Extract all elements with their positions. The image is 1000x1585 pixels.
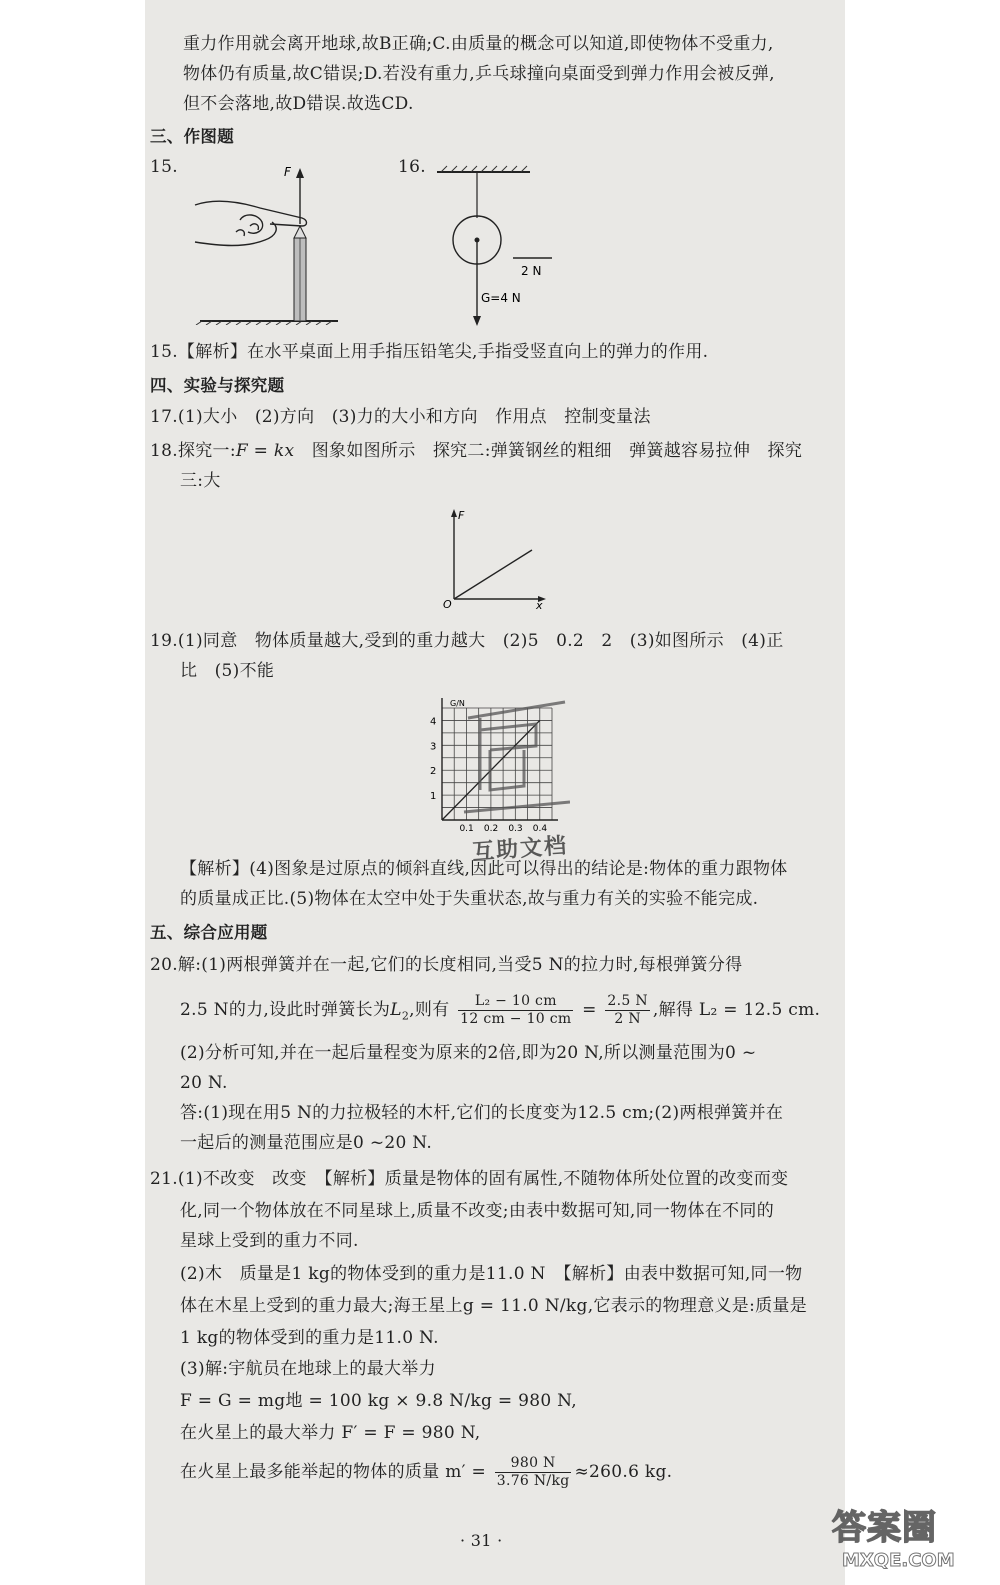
section-heading: 五、综合应用题 [150,923,268,942]
x-axis-label: x [536,599,543,610]
question-number: 15. [150,157,178,177]
arrow-head-icon [473,316,481,326]
text-line: 星球上受到的重力不同. [180,1231,359,1251]
figure-15 [190,160,350,325]
text-line [150,440,802,462]
text-line: 20 N. [180,1073,228,1093]
fraction-denominator: 3.76 N/kg [496,1473,570,1489]
gravity-label: G=4 N [481,291,521,305]
text-line: 在火星上的最大举力 F′ = F = 980 N, [180,1423,481,1443]
text-segment: 在火星上最多能举起的物体的质量 m′ = [180,1462,487,1482]
fraction-denominator: 12 cm − 10 cm [460,1011,572,1027]
page-number: · 31 · [460,1531,503,1550]
text-line: 比 (5)不能 [180,661,275,681]
pencil [294,226,306,321]
fraction-numerator: 980 N [495,1455,572,1473]
chart-y-label: G/N [450,699,465,708]
fraction [458,993,573,1028]
text-line [180,1452,672,1492]
site-url: MXQE.COM [842,1550,955,1571]
text-line: 17.(1)大小 (2)方向 (3)力的大小和方向 作用点 控制变量法 [150,407,651,427]
subscript: 2 [401,1009,410,1023]
variable: L [390,1000,402,1020]
y-axis-label: F [458,509,465,522]
x-tick-label: 0.1 [459,824,474,834]
section-heading: 三、作图题 [150,127,234,146]
figure-18 [440,505,550,610]
proportional-line [454,550,532,599]
text-line: (2)木 质量是1 kg的物体受到的重力是11.0 N 【解析】由表中数据可知,同一物 [180,1264,803,1284]
text-line: 三:大 [180,471,221,491]
x-tick-label: 0.2 [483,824,499,834]
question-number: 16. [398,157,426,177]
text-line: 21.(1)不改变 改变 【解析】质量是物体的固有属性,不随物体所处位置的改变而变 [150,1169,789,1189]
scale-label: 2 N [521,264,542,278]
y-tick-label: 1 [430,791,437,803]
x-tick-label: 0.4 [532,824,548,834]
text-line: (2)分析可知,并在一起后量程变为原来的2倍,即为20 N,所以测量范围为0 ~ [180,1043,757,1063]
text-segment: 图象如图所示 探究二:弹簧钢丝的粗细 弹簧越容易拉伸 探究 [294,441,803,461]
hand-drawing [195,201,307,245]
text-segment: 2.5 N的力,设此时弹簧长为 [180,1000,391,1020]
text-line: 物体仍有质量,故C错误;D.若没有重力,乒乓球撞向桌面受到弹力作用会被反弹, [183,64,775,84]
text-line: 的质量成正比.(5)物体在太空中处于失重状态,故与重力有关的实验不能完成. [180,889,759,909]
fraction [605,993,649,1028]
formula: F = kx [235,441,295,461]
text-segment: ≈260.6 kg. [574,1462,673,1482]
fraction-denominator: 2 N [614,1011,641,1027]
text-line: 答:(1)现在用5 N的力拉极轻的木杆,它们的长度变为12.5 cm;(2)两根弹簧并在 [180,1103,784,1123]
figure-19-chart [420,690,570,845]
x-tick-label: 0.3 [508,824,523,834]
site-logo: 答案圈 [832,1508,937,1548]
origin-label: O [443,598,452,610]
formula-line: F = G = mg地 = 100 kg × 9.8 N/kg = 980 N, [180,1391,577,1411]
figure-16 [415,160,565,330]
y-tick-label: 4 [430,716,437,728]
text-line: 15.【解析】在水平桌面上用手指压铅笔尖,手指受竖直向上的弹力的作用. [150,342,709,362]
text-line: 19.(1)同意 物体质量越大,受到的重力越大 (2)5 0.2 2 (3)如图所示 (4)正 [150,631,784,651]
text-segment: ,则有 [409,1000,450,1020]
text-line: (3)解:宇航员在地球上的最大举力 [180,1359,436,1379]
fraction [495,1455,572,1490]
text-segment: ,解得 L₂ = 12.5 cm. [652,1000,821,1020]
text-line: 重力作用就会离开地球,故B正确;C.由质量的概念可以知道,即使物体不受重力, [183,34,774,54]
equals-sign: = [576,1000,603,1020]
text-line: 【解析】(4)图象是过原点的倾斜直线,因此可以得出的结论是:物体的重力跟物体 [180,859,788,879]
stamp-text: 互助文档 [471,833,569,866]
text-segment: 18.探究一: [150,441,236,461]
text-line: 体在木星上受到的重力最大;海王星上g = 11.0 N/kg,它表示的物理意义是:质量是 [180,1296,808,1316]
text-line [180,990,820,1030]
arrow-head-icon [451,509,457,517]
text-line: 一起后的测量范围应是0 ~20 N. [180,1133,433,1153]
y-tick-label: 3 [430,741,437,753]
arrow-head-icon [296,168,304,178]
text-line: 20.解:(1)两根弹簧并在一起,它们的长度相同,当受5 N的拉力时,每根弹簧分得 [150,955,743,975]
text-line: 但不会落地,故D错误.故选CD. [183,94,414,114]
fraction-numerator: 2.5 N [607,993,648,1009]
text-line: 化,同一个物体放在不同星球上,质量不改变;由表中数据可知,同一物体在不同的 [180,1201,775,1221]
section-heading: 四、实验与探究题 [150,376,285,395]
fraction-numerator: L₂ − 10 cm [458,993,573,1011]
text-line: 1 kg的物体受到的重力是11.0 N. [180,1328,439,1348]
y-tick-label: 2 [430,766,437,778]
force-label: F [284,165,291,179]
